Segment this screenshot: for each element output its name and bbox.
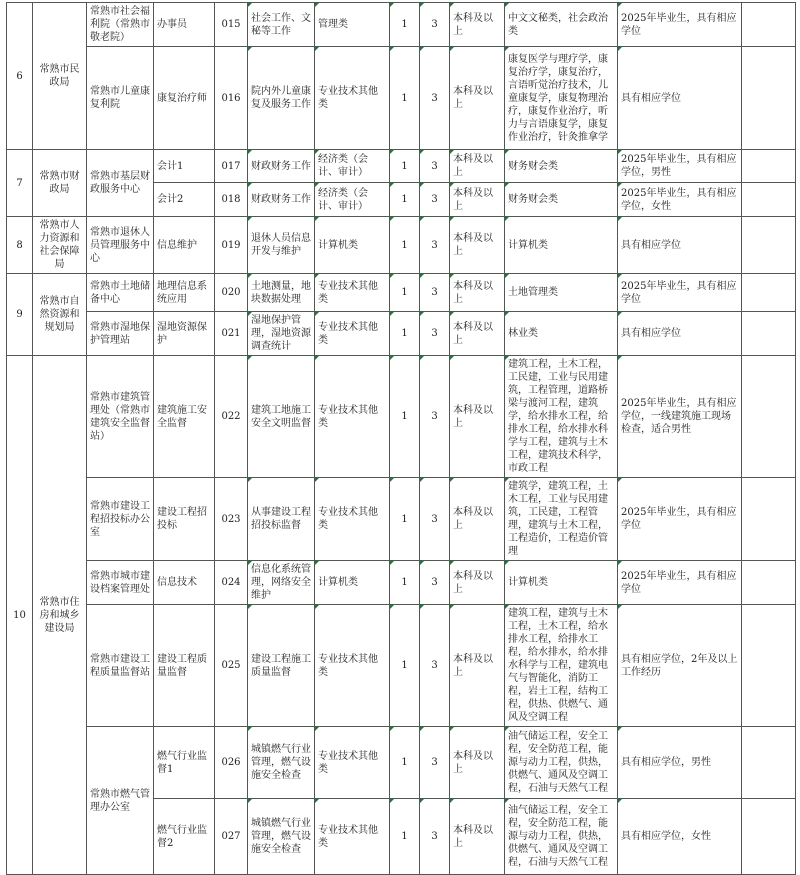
group-number-cell: 9 xyxy=(7,274,33,356)
content-cell: 城镇燃气行业管理，燃气设施安全检查 xyxy=(248,727,315,799)
empty-cell xyxy=(742,183,796,217)
count-cell: 1 xyxy=(390,150,420,183)
requirements-cell: 具有相应学位，女性 xyxy=(618,799,742,875)
requirements-cell: 2025年毕业生，具有相应学位，男性 xyxy=(618,150,742,183)
post-cell: 信息维护 xyxy=(154,217,215,274)
education-cell: 本科及以上 xyxy=(450,150,505,183)
requirements-cell: 2025年毕业生，具有相应学位，女性 xyxy=(618,183,742,217)
major-cell: 土地管理类 xyxy=(505,274,618,312)
code-cell: 025 xyxy=(215,605,248,727)
empty-cell xyxy=(742,3,796,47)
group-number-cell: 10 xyxy=(7,356,33,875)
education-cell: 本科及以上 xyxy=(450,312,505,356)
education-cell: 本科及以上 xyxy=(450,799,505,875)
major-cell: 油气储运工程，安全工程，安全防范工程，能源与动力工程，供热，供燃气、通风及空调工程，石油与天然气工程 xyxy=(505,727,618,799)
ratio-cell: 3 xyxy=(420,274,450,312)
code-cell: 016 xyxy=(215,47,248,150)
department-cell: 常熟市人力资源和社会保障局 xyxy=(33,217,87,274)
unit-cell: 常熟市儿童康复利院 xyxy=(87,47,154,150)
requirements-cell: 2025年毕业生，具有相应学位 xyxy=(618,478,742,561)
content-cell: 建筑工地施工安全文明监督 xyxy=(248,356,315,478)
post-cell: 信息技术 xyxy=(154,561,215,605)
post-cell: 建设工程质量监督 xyxy=(154,605,215,727)
code-cell: 026 xyxy=(215,727,248,799)
major-cell: 建筑学，建筑工程，土木工程，工业与民用建筑，工民建，工程管理，建筑与土木工程，工程造价，工程造价管理 xyxy=(505,478,618,561)
content-cell: 社会工作、文秘等工作 xyxy=(248,3,315,47)
table-row xyxy=(7,478,796,561)
content-cell: 土地测量，地块数据处理 xyxy=(248,274,315,312)
ratio-cell: 3 xyxy=(420,727,450,799)
requirements-cell: 具有相应学位 xyxy=(618,217,742,274)
count-cell: 1 xyxy=(390,274,420,312)
post-cell: 建筑施工安全监督 xyxy=(154,356,215,478)
education-cell: 本科及以上 xyxy=(450,561,505,605)
category-cell: 计算机类 xyxy=(315,561,390,605)
requirements-cell: 2025年毕业生，具有相应学位 xyxy=(618,561,742,605)
code-cell: 024 xyxy=(215,561,248,605)
category-cell: 专业技术其他类 xyxy=(315,605,390,727)
table-row xyxy=(7,217,796,274)
count-cell: 1 xyxy=(390,356,420,478)
category-cell: 专业技术其他类 xyxy=(315,356,390,478)
code-cell: 023 xyxy=(215,478,248,561)
table-row xyxy=(7,150,796,183)
department-cell: 常熟市财政局 xyxy=(33,150,87,217)
post-cell: 会计1 xyxy=(154,150,215,183)
ratio-cell: 3 xyxy=(420,356,450,478)
ratio-cell: 3 xyxy=(420,150,450,183)
unit-cell: 常熟市社会福利院（常熟市敬老院） xyxy=(87,3,154,47)
requirements-cell: 具有相应学位 xyxy=(618,47,742,150)
code-cell: 021 xyxy=(215,312,248,356)
education-cell: 本科及以上 xyxy=(450,3,505,47)
requirements-cell: 2025年毕业生，具有相应学位 xyxy=(618,3,742,47)
post-cell: 湿地资源保护 xyxy=(154,312,215,356)
table-row xyxy=(7,47,796,150)
ratio-cell: 3 xyxy=(420,605,450,727)
code-cell: 020 xyxy=(215,274,248,312)
table-row xyxy=(7,356,796,478)
empty-cell xyxy=(742,312,796,356)
count-cell: 1 xyxy=(390,217,420,274)
empty-cell xyxy=(742,478,796,561)
code-cell: 022 xyxy=(215,356,248,478)
content-cell: 信息化系统管理，网络安全维护 xyxy=(248,561,315,605)
category-cell: 经济类（会计、审计） xyxy=(315,150,390,183)
table-row xyxy=(7,312,796,356)
group-number-cell: 8 xyxy=(7,217,33,274)
post-cell: 建设工程招投标 xyxy=(154,478,215,561)
post-cell: 康复治疗师 xyxy=(154,47,215,150)
major-cell: 计算机类 xyxy=(505,217,618,274)
group-number-cell: 7 xyxy=(7,150,33,217)
content-cell: 从事建设工程招投标监督 xyxy=(248,478,315,561)
department-cell: 常熟市民政局 xyxy=(33,3,87,150)
major-cell: 建筑工程，建筑与土木工程，土木工程，给水排水工程，给排水工程，给水排水，给水排水科学与工程，建筑电气与智能化，消防工程，岩土工程，结构工程，供热、供燃气、通风及空调工程 xyxy=(505,605,618,727)
ratio-cell: 3 xyxy=(420,478,450,561)
unit-cell: 常熟市建筑管理处（常熟市建筑安全监督站） xyxy=(87,356,154,478)
education-cell: 本科及以上 xyxy=(450,274,505,312)
category-cell: 管理类 xyxy=(315,3,390,47)
content-cell: 建设工程施工质量监督 xyxy=(248,605,315,727)
post-cell: 燃气行业监督2 xyxy=(154,799,215,875)
requirements-cell: 具有相应学位，2年及以上工作经历 xyxy=(618,605,742,727)
post-cell: 会计2 xyxy=(154,183,215,217)
requirements-cell: 2025年毕业生，具有相应学位，一线建筑施工现场检查，适合男性 xyxy=(618,356,742,478)
department-cell: 常熟市住房和城乡建设局 xyxy=(33,356,87,875)
ratio-cell: 3 xyxy=(420,183,450,217)
count-cell: 1 xyxy=(390,561,420,605)
education-cell: 本科及以上 xyxy=(450,217,505,274)
education-cell: 本科及以上 xyxy=(450,356,505,478)
empty-cell xyxy=(742,605,796,727)
requirements-cell: 具有相应学位 xyxy=(618,312,742,356)
category-cell: 专业技术其他类 xyxy=(315,727,390,799)
category-cell: 经济类（会计、审计） xyxy=(315,183,390,217)
content-cell: 湿地保护管理，湿地资源调查统计 xyxy=(248,312,315,356)
major-cell: 林业类 xyxy=(505,312,618,356)
post-cell: 办事员 xyxy=(154,3,215,47)
content-cell: 城镇燃气行业管理，燃气设施安全检查 xyxy=(248,799,315,875)
category-cell: 计算机类 xyxy=(315,217,390,274)
category-cell: 专业技术其他类 xyxy=(315,799,390,875)
ratio-cell: 3 xyxy=(420,799,450,875)
recruitment-table xyxy=(6,2,796,875)
empty-cell xyxy=(742,150,796,183)
post-cell: 燃气行业监督1 xyxy=(154,727,215,799)
count-cell: 1 xyxy=(390,478,420,561)
education-cell: 本科及以上 xyxy=(450,727,505,799)
table-row xyxy=(7,3,796,47)
code-cell: 017 xyxy=(215,150,248,183)
major-cell: 计算机类 xyxy=(505,561,618,605)
empty-cell xyxy=(742,561,796,605)
major-cell: 油气储运工程，安全工程，安全防范工程，能源与动力工程，供热，供燃气、通风及空调工程，石油与天然气工程 xyxy=(505,799,618,875)
table-row xyxy=(7,605,796,727)
table-row xyxy=(7,274,796,312)
major-cell: 康复医学与理疗学，康复治疗学，康复治疗，言语听觉治疗技术，儿童康复学，康复物理治疗，康复作业治疗，听力与言语康复学，康复作业治疗，针灸推拿学 xyxy=(505,47,618,150)
table-row xyxy=(7,561,796,605)
education-cell: 本科及以上 xyxy=(450,478,505,561)
requirements-cell: 具有相应学位，男性 xyxy=(618,727,742,799)
category-cell: 专业技术其他类 xyxy=(315,274,390,312)
major-cell: 财务财会类 xyxy=(505,150,618,183)
unit-cell: 常熟市基层财政服务中心 xyxy=(87,150,154,217)
requirements-cell: 2025年毕业生，具有相应学位 xyxy=(618,274,742,312)
count-cell: 1 xyxy=(390,47,420,150)
count-cell: 1 xyxy=(390,605,420,727)
table-row xyxy=(7,727,796,799)
post-cell: 地理信息系统应用 xyxy=(154,274,215,312)
unit-cell: 常熟市建设工程招投标办公室 xyxy=(87,478,154,561)
content-cell: 财政财务工作 xyxy=(248,183,315,217)
empty-cell xyxy=(742,356,796,478)
code-cell: 027 xyxy=(215,799,248,875)
ratio-cell: 3 xyxy=(420,312,450,356)
content-cell: 院内外儿童康复及服务工作 xyxy=(248,47,315,150)
group-number-cell: 6 xyxy=(7,3,33,150)
unit-cell: 常熟市退休人员管理服务中心 xyxy=(87,217,154,274)
empty-cell xyxy=(742,799,796,875)
major-cell: 财务财会类 xyxy=(505,183,618,217)
category-cell: 专业技术其他类 xyxy=(315,312,390,356)
code-cell: 018 xyxy=(215,183,248,217)
department-cell: 常熟市自然资源和规划局 xyxy=(33,274,87,356)
content-cell: 财政财务工作 xyxy=(248,150,315,183)
code-cell: 019 xyxy=(215,217,248,274)
major-cell: 中文文秘类，社会政治类 xyxy=(505,3,618,47)
unit-cell: 常熟市湿地保护管理站 xyxy=(87,312,154,356)
count-cell: 1 xyxy=(390,312,420,356)
category-cell: 专业技术其他类 xyxy=(315,478,390,561)
unit-cell: 常熟市土地储备中心 xyxy=(87,274,154,312)
content-cell: 退休人员信息开发与维护 xyxy=(248,217,315,274)
empty-cell xyxy=(742,274,796,312)
category-cell: 专业技术其他类 xyxy=(315,47,390,150)
education-cell: 本科及以上 xyxy=(450,605,505,727)
count-cell: 1 xyxy=(390,799,420,875)
unit-cell: 常熟市城市建设档案管理处 xyxy=(87,561,154,605)
empty-cell xyxy=(742,47,796,150)
unit-cell: 常熟市建设工程质量监督站 xyxy=(87,605,154,727)
ratio-cell: 3 xyxy=(420,217,450,274)
empty-cell xyxy=(742,727,796,799)
education-cell: 本科及以上 xyxy=(450,47,505,150)
code-cell: 015 xyxy=(215,3,248,47)
count-cell: 1 xyxy=(390,727,420,799)
ratio-cell: 3 xyxy=(420,3,450,47)
ratio-cell: 3 xyxy=(420,47,450,150)
count-cell: 1 xyxy=(390,183,420,217)
ratio-cell: 3 xyxy=(420,561,450,605)
education-cell: 本科及以上 xyxy=(450,183,505,217)
major-cell: 建筑工程，土木工程，工民建，工业与民用建筑，工程管理，道路桥梁与渡河工程，建筑学，给水排水工程，给排水工程，给水排水科学与工程，建筑与土木工程，建筑技术科学，市政工程 xyxy=(505,356,618,478)
unit-cell: 常熟市燃气管理办公室 xyxy=(87,727,154,875)
empty-cell xyxy=(742,217,796,274)
count-cell: 1 xyxy=(390,3,420,47)
